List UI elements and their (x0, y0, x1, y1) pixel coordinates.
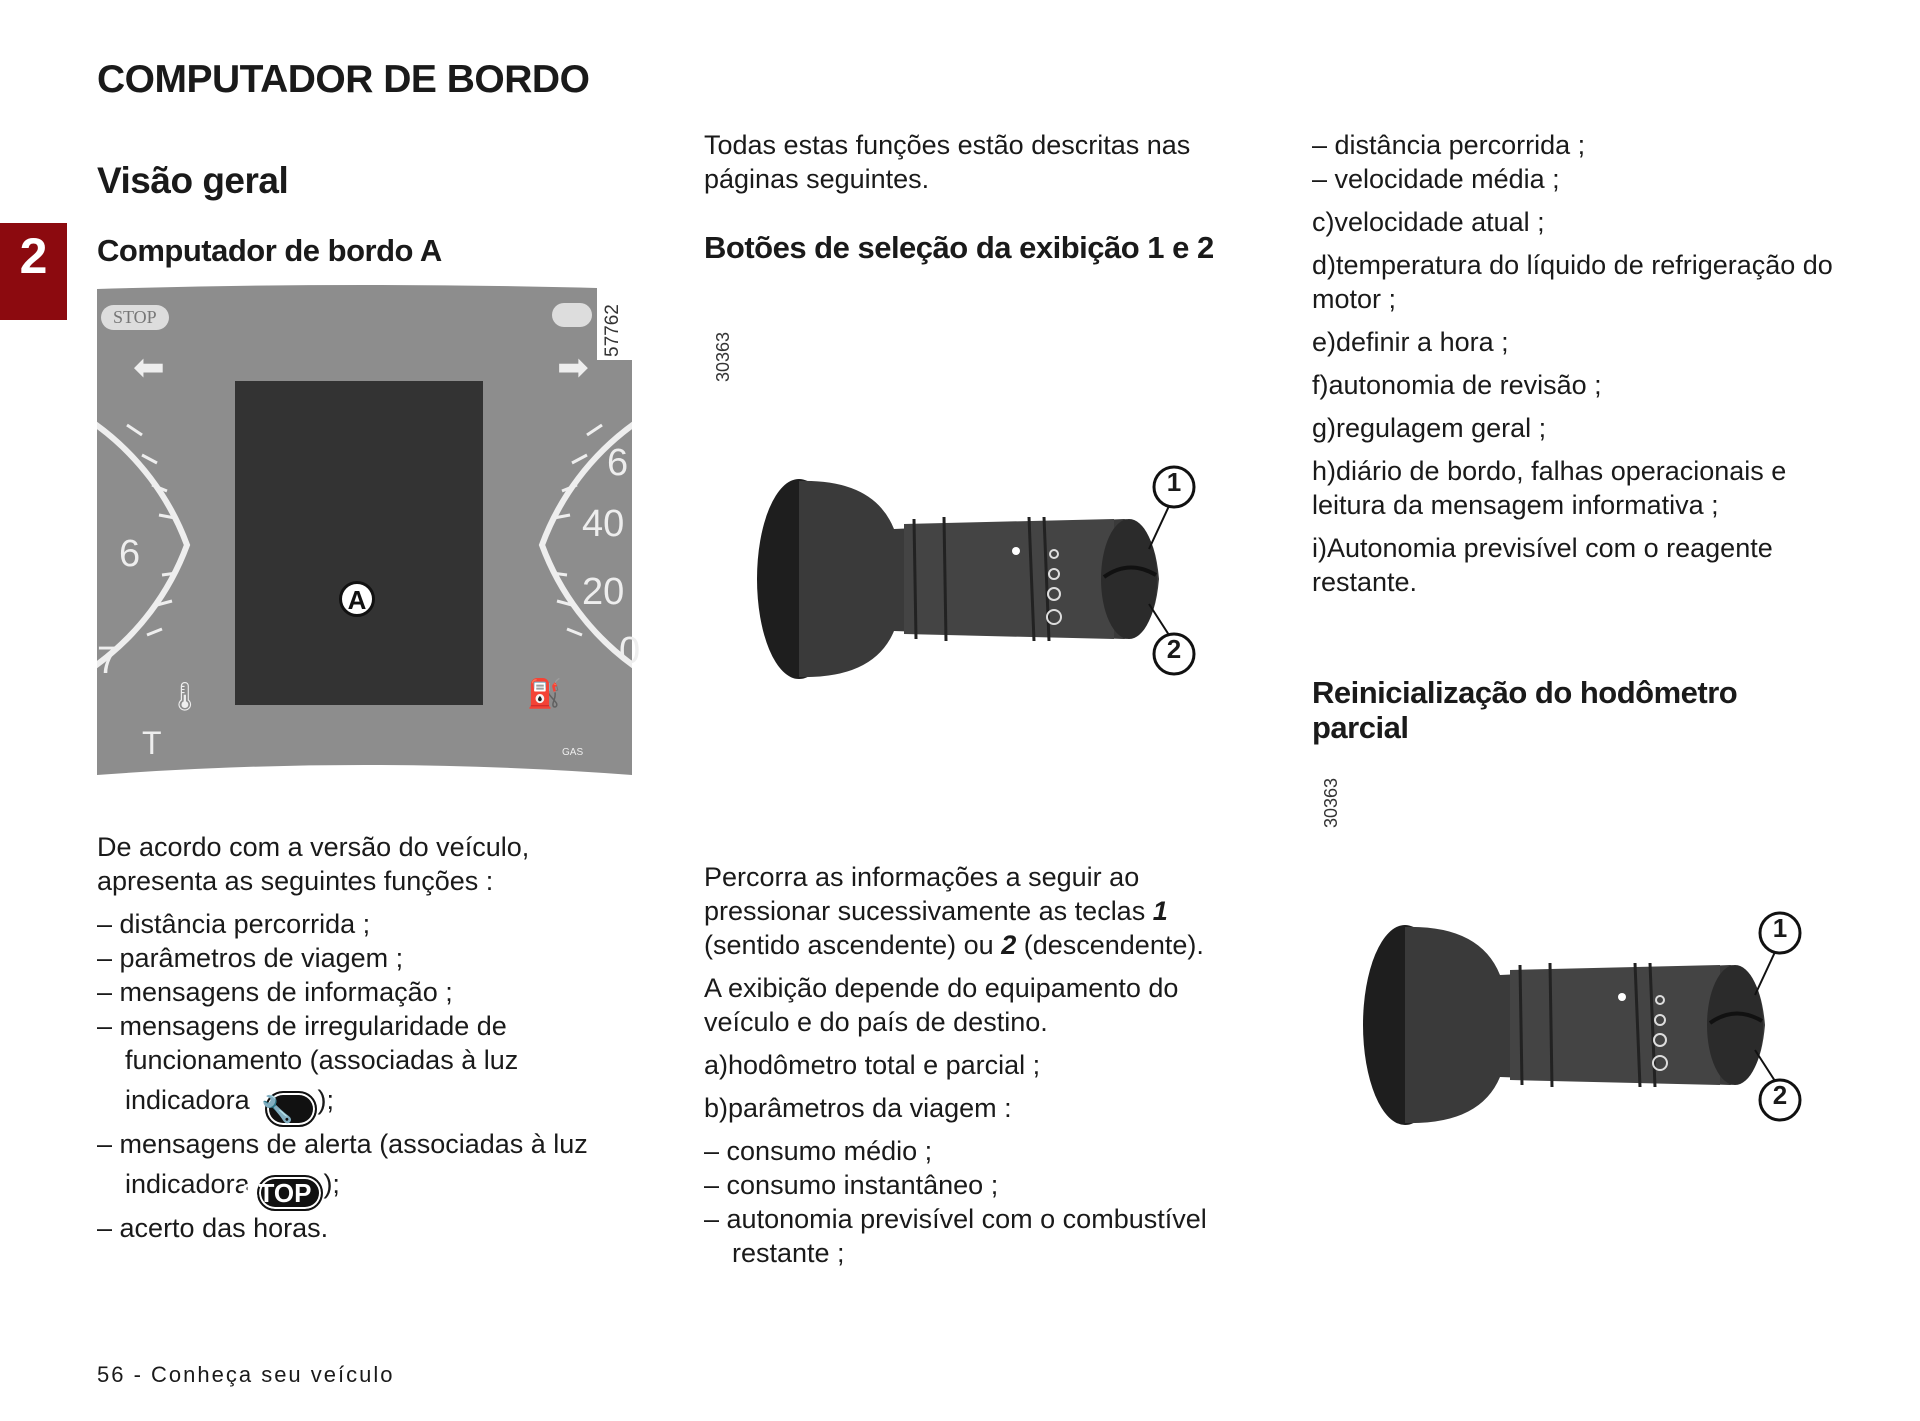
list-item-close: ); (323, 1169, 340, 1200)
list-item-a: a)hodômetro total e parcial ; (704, 1050, 1041, 1080)
sub-list-item: – consumo instantâneo ; (704, 1168, 1244, 1202)
left-turn-arrow-icon: ⬅ (133, 347, 165, 389)
wiper-stalk-illustration (744, 459, 1204, 699)
gauge-label: 7 (97, 640, 119, 682)
wrench-indicator-icon: 🔧 (265, 1091, 317, 1127)
instructions-block (704, 860, 1244, 1270)
sub-list-item: – consumo médio ; (704, 1134, 1244, 1168)
list-item-b: b)parâmetros da viagem : (704, 1093, 1012, 1123)
intro-paragraph: De acordo com a versão do veículo, apresenta as seguintes funções : (97, 832, 530, 896)
coolant-temperature-icon: 🌡 (167, 681, 203, 712)
chapter-tab: 2 (0, 223, 67, 320)
page-title: COMPUTADOR DE BORDO (97, 58, 590, 101)
list-item (97, 1009, 637, 1127)
selection-buttons-heading: Botões de seleção da exibição 1 e 2 (704, 230, 1214, 265)
right-turn-arrow-icon: ➡ (557, 347, 589, 389)
wiper-stalk-illustration (1350, 905, 1810, 1145)
sub-list-item: – autonomia previsível com o combustível restante ; (704, 1202, 1244, 1270)
image-code: 57762 (602, 304, 623, 357)
sub-list-item: – velocidade média ; (1312, 162, 1852, 196)
image-code: 30363 (1321, 777, 1341, 828)
gauge-label: 40 (582, 503, 625, 545)
list-item: i)Autonomia previsível com o reagente restante. (1312, 533, 1773, 597)
temperature-label: T (142, 725, 162, 761)
section-title: Visão geral (97, 160, 289, 201)
callout-1: 1 (1166, 467, 1182, 497)
list-item: – distância percorrida ; (97, 907, 637, 941)
wrench-warning-icon (552, 303, 592, 327)
functions-list-block (97, 830, 637, 1245)
list-item: – acerto das horas. (97, 1211, 637, 1245)
image-code: 30363 (713, 331, 733, 382)
callout-1: 1 (1772, 913, 1788, 943)
gauge-label: 6 (607, 442, 629, 484)
sub-list-item: – distância percorrida ; (1312, 128, 1852, 162)
list-item-close: ); (317, 1085, 334, 1116)
key-2-ref: 2 (1001, 930, 1017, 960)
display-paragraph: A exibição depende do equipamento do veículo e do país de destino. (704, 973, 1179, 1037)
text: (descendente). (1016, 930, 1204, 960)
text: (sentido ascendente) ou (704, 930, 1002, 960)
list-item: h)diário de bordo, falhas operacionais e leitura da mensagem informativa ; (1312, 456, 1787, 520)
stop-warning-icon: STOP (101, 305, 169, 330)
subsection-title: Computador de bordo A (97, 233, 442, 268)
instructions-paragraph (704, 860, 1244, 962)
display-marker-a: A (339, 581, 375, 617)
list-item: f)autonomia de revisão ; (1312, 370, 1602, 400)
list-item: e)definir a hora ; (1312, 327, 1509, 357)
list-item: – mensagens de informação ; (97, 975, 637, 1009)
list-item: – parâmetros de viagem ; (97, 941, 637, 975)
stop-indicator-icon: STOP (257, 1175, 323, 1211)
page-footer: 56 - Conheça seu veículo (97, 1362, 395, 1387)
list-item: c)velocidade atual ; (1312, 207, 1545, 237)
text: Percorra as informações a seguir ao pressionar sucessivamente as teclas (704, 862, 1153, 926)
callout-2: 2 (1166, 634, 1182, 664)
gauge-label: 20 (582, 571, 625, 613)
intro-text: Todas estas funções estão descritas nas páginas seguintes. (704, 130, 1191, 194)
callout-2: 2 (1772, 1080, 1788, 1110)
reset-trip-heading: Reinicialização do hodômetro parcial (1312, 675, 1738, 745)
list-item-text: mensagens de irregularidade de funcionamento (associadas à luz indicadora (119, 1011, 519, 1116)
list-item: d)temperatura do líquido de refrigeração do motor ; (1312, 250, 1833, 314)
fuel-pump-icon: ⛽ (527, 678, 562, 709)
functions-continued (1312, 128, 1852, 608)
key-1-ref: 1 (1152, 896, 1168, 926)
dashboard-illustration (97, 285, 641, 781)
list-item-text: mensagens de alerta (associadas à luz indicadora (119, 1129, 588, 1200)
list-item (97, 1127, 637, 1211)
gauge-label: 6 (119, 533, 141, 575)
gas-label: GAS (562, 747, 584, 758)
gauge-label: 0 (619, 630, 641, 672)
list-item: g)regulagem geral ; (1312, 413, 1547, 443)
